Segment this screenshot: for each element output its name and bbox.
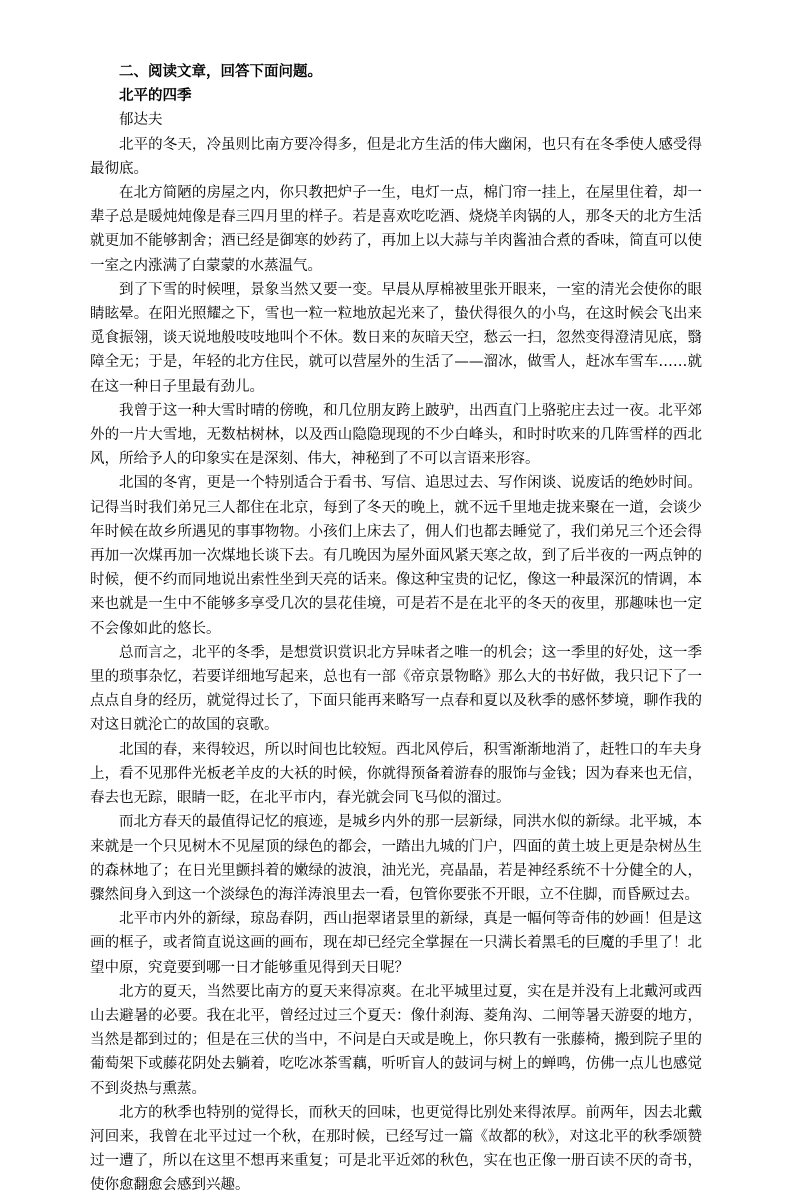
article-paragraph: 北国的冬宵，更是一个特别适合于看书、写信、追思过去、写作闲谈、说废话的绝妙时间。记得当时我们弟兄三人都住在北京，每到了冬天的晚上，就不远千里地走拢来聚在一道，会谈少年时候在故乡所遇见的事事物物。小孩们上床去了，佣人们也都去睡觉了，我们弟兄三个还会得再加一次煤再加一次煤地长谈下去。有几晚因为屋外面风紧天寒之故，到了后半夜的一两点钟的时候，便不约而同地说出索性坐到天亮的话来。像这种宝贵的记忆，像这一种最深沉的情调，本来也就是一生中不能够多享受几次的昙花佳境，可是若不是在北平的冬天的夜里，那趣味也一定不会像如此的悠长。 <box>90 475 702 637</box>
article-paragraph: 北平市内外的新绿，琼岛春阴，西山挹翠诸景里的新绿，真是一幅何等奇伟的妙画！但是这画的框子，或者简直说这画的画布，现在却已经完全掌握在一只满长着黑毛的巨魔的手里了！北望中原，究竟要到哪一日才能够重见得到天日呢？ <box>90 911 702 976</box>
article-paragraph: 到了下雪的时候哩，景象当然又要一变。早晨从厚棉被里张开眼来，一室的清光会使你的眼睛眩晕。在阳光照耀之下，雪也一粒一粒地放起光来了，蛰伏得很久的小鸟，在这时候会飞出来觅食振翎，谈天说地般吱吱地叫个不休。数日来的灰暗天空，愁云一扫，忽然变得澄清见底，翳障全无；于是，年轻的北方住民，就可以营屋外的生活了——溜冰，做雪人，赶冰车雪车……就在这一种日子里最有劲儿。 <box>90 281 702 395</box>
article-title: 北平的四季 <box>119 87 192 105</box>
article-paragraph: 北方的秋季也特别的觉得长，而秋天的回味，也更觉得比别处来得浓厚。前两年，因去北戴河回来，我曾在北平过过一个秋，在那时候，已经写过一篇《故都的秋》，对这北平的秋季颂赞过一遭了，所以在这里不想再来重复；可是北平近郊的秋色，实在也正像一册百读不厌的奇书，使你愈翻愈会感到兴趣。 <box>90 1104 702 1194</box>
article-paragraph: 我曾于这一种大雪时晴的傍晚，和几位朋友跨上跛驴，出西直门上骆驼庄去过一夜。北平郊外的一片大雪地，无数枯树林，以及西山隐隐现现的不少白峰头，和时时吹来的几阵雪样的西北风，所给予人的印象实在是深刻、伟大，神秘到了不可以言语来形容。 <box>90 402 702 468</box>
section-heading: 二、阅读文章，回答下面问题。 <box>119 63 322 80</box>
article-paragraph: 北国的春，来得较迟，所以时间也比较短。西北风停后，积雪渐渐地消了，赶牲口的车夫身上，看不见那件光板老羊皮的大袄的时候，你就得预备着游春的服饰与金钱；因为春来也无信，春去也无踪，眼睛一眨，在北平市内，春光就会同飞马似的溜过。 <box>90 741 702 807</box>
article-paragraph: 北平的冬天，冷虽则比南方要冷得多，但是北方生活的伟大幽闲，也只有在冬季使人感受得最彻底。 <box>90 136 702 177</box>
article-paragraph: 总而言之，北平的冬季，是想赏识赏识北方异味者之唯一的机会；这一季里的好处，这一季里的琐事杂忆，若要详细地写起来，总也有一部《帝京景物略》那么大的书好做，我只记下了一点点自身的经历，就觉得过长了，下面只能再来略写一点春和夏以及秋季的感怀梦境，聊作我的对这日就沦亡的故国的哀歌。 <box>90 644 702 734</box>
article-paragraph: 而北方春天的最值得记忆的痕迹，是城乡内外的那一层新绿，同洪水似的新绿。北平城，本来就是一个只见树木不见屋顶的绿色的都会，一踏出九城的门户，四面的黄土坡上更是杂树丛生的森林地了；在日光里颤抖着的嫩绿的波浪，油光光，亮晶晶，若是神经系统不十分健全的人，骤然间身入到这一个淡绿色的海洋涛浪里去一看，包管你要张不开眼，立不住脚，而昏厥过去。 <box>90 814 702 903</box>
article-paragraph: 北方的夏天，当然要比南方的夏天来得凉爽。在北平城里过夏，实在是并没有上北戴河或西山去避暑的必要。我在北平，曾经过过三个夏天：像什刹海、菱角沟、二闸等暑天游耍的地方，当然是都到过的；但是在三伏的当中，不问是白天或是晚上，你只教有一张藤椅，搬到院子里的葡萄架下或藤花阴处去躺着，吃吃冰茶雪藕，听听盲人的鼓词与树上的蝉鸣，仿佛一点儿也感觉不到炎热与熏蒸。 <box>90 983 702 1097</box>
article-paragraph: 在北方简陋的房屋之内，你只教把炉子一生，电灯一点，棉门帘一挂上，在屋里住着，却一辈子总是暖炖炖像是春三四月里的样子。若是喜欢吃吃酒、烧烧羊肉锅的人，那冬天的北方生活就更加不能够割舍；酒已经是御寒的妙药了，再加上以大蒜与羊肉酱油合煮的香味，简直可以使一室之内涨满了白蒙蒙的水蒸温气。 <box>90 185 702 274</box>
document-page <box>90 60 702 1198</box>
article-author: 郁达夫 <box>119 112 163 129</box>
